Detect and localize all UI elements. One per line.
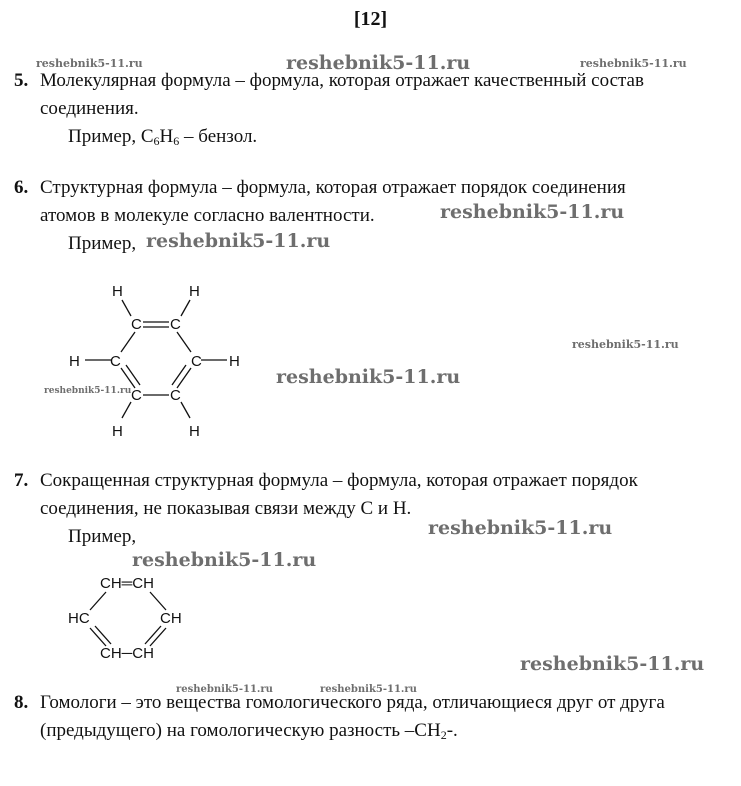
- watermark: reshebnik5-11.ru: [286, 52, 471, 74]
- bond-lines: [85, 300, 227, 418]
- formula-h: H: [159, 126, 174, 147]
- watermark: reshebnik5-11.ru: [276, 366, 461, 388]
- atom-c: C: [191, 353, 202, 370]
- atom-c: C: [131, 316, 142, 333]
- item-number: 8.: [14, 692, 29, 713]
- ch2-index: 2: [440, 728, 447, 742]
- atom-c: C: [170, 316, 181, 333]
- watermark: reshebnik5-11.ru: [146, 230, 331, 252]
- atom-h: H: [189, 283, 200, 300]
- atom-h: H: [112, 423, 123, 440]
- watermark: reshebnik5-11.ru: [36, 57, 143, 70]
- formula-h-index: 6: [173, 134, 180, 148]
- item-number: 6.: [14, 177, 29, 198]
- atom-c: C: [170, 387, 181, 404]
- formula-c-index: 6: [153, 134, 160, 148]
- item-text-line: Молекулярная формула – формула, которая отражает качественный состав: [40, 70, 644, 91]
- condensed-right: CH: [160, 610, 182, 627]
- watermark: reshebnik5-11.ru: [132, 549, 317, 571]
- benzene-structural-formula: [55, 276, 315, 446]
- atom-h: H: [229, 353, 240, 370]
- example-prefix: Пример,: [68, 126, 141, 147]
- item-text-line: атомов в молекуле согласно валентности.: [40, 205, 375, 226]
- watermark: reshebnik5-11.ru: [580, 57, 687, 70]
- condensed-top: CH═CH: [100, 575, 154, 592]
- watermark: reshebnik5-11.ru: [440, 201, 625, 223]
- example-label: Пример,: [68, 233, 137, 254]
- watermark: reshebnik5-11.ru: [176, 684, 273, 695]
- item-text-line: Гомологи – это вещества гомологического ряда, отличающиеся друг от друга: [40, 692, 665, 713]
- condensed-bond-lines: [90, 592, 166, 646]
- item-text-line-end: -.: [446, 720, 458, 741]
- example-line: [68, 124, 257, 150]
- watermark: reshebnik5-11.ru: [572, 338, 679, 351]
- page-number: [12]: [353, 8, 388, 30]
- condensed-left: HC: [68, 610, 90, 627]
- formula-c: C: [140, 126, 154, 147]
- benzene-condensed-formula: [62, 572, 222, 672]
- item-number: 5.: [14, 70, 29, 91]
- watermark: reshebnik5-11.ru: [428, 517, 613, 539]
- item-text-line-main: (предыдущего) на гомологическую разность –CH: [40, 720, 441, 741]
- condensed-bottom: CH─CH: [100, 645, 154, 662]
- example-suffix: – бензол.: [179, 126, 258, 147]
- watermark: reshebnik5-11.ru: [520, 653, 705, 675]
- item-text-line: соединения, не показывая связи между С и Н.: [40, 498, 412, 519]
- item-number: 7.: [14, 470, 29, 491]
- item-text-line: [40, 718, 458, 744]
- watermark: reshebnik5-11.ru: [320, 684, 417, 695]
- atom-c: C: [131, 387, 142, 404]
- item-text-line: Сокращенная структурная формула – формула, которая отражает порядок: [40, 470, 638, 491]
- item-text-line: Структурная формула – формула, которая отражает порядок соединения: [40, 177, 626, 198]
- item-text-line: соединения.: [40, 98, 139, 119]
- atom-h: H: [112, 283, 123, 300]
- example-label: Пример,: [68, 526, 137, 547]
- atom-c: C: [110, 353, 121, 370]
- atom-h: H: [189, 423, 200, 440]
- atom-h: H: [69, 353, 80, 370]
- watermark: reshebnik5-11.ru: [44, 386, 132, 396]
